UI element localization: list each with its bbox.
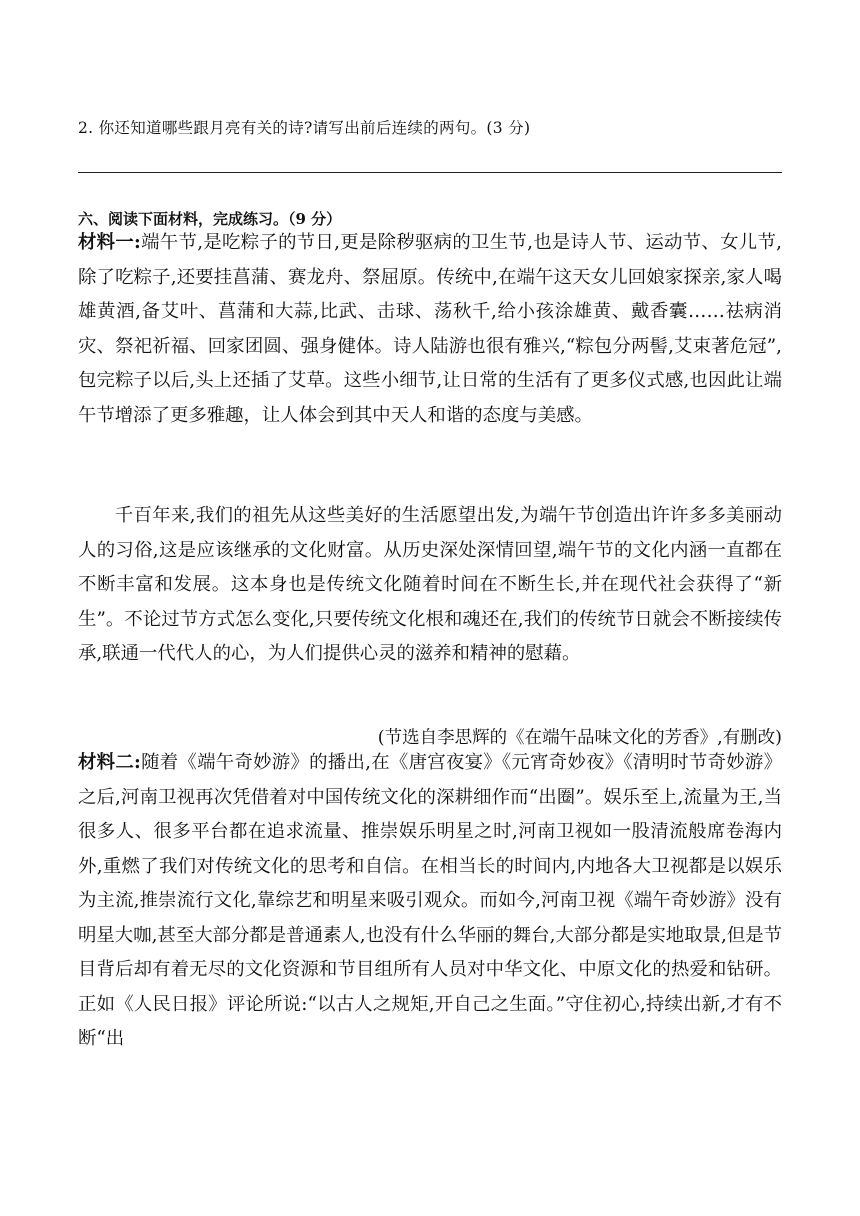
- question-2: 2. 你还知道哪些跟月亮有关的诗?请写出前后连续的两句。(3 分): [78, 119, 531, 137]
- worksheet-page: [78, 0, 782, 1216]
- material-two-text: 随着《端午奇妙游》的播出,在《唐宫夜宴》《元宵奇妙夜》《清明时节奇妙游》之后,河南卫视再次凭借着对中国传统文化的深耕细作而“出圈”。娱乐至上,流量为王,当很多人、很多平台都在追求流量、推崇娱乐明星之时,河南卫视如一股清流般席卷海内外,重燃了我们对传统文化的思考和自信。在相当长的时间内,内地各大卫视都是以娱乐为主流,推崇流行文化,靠综艺和明星来吸引观众。而如今,河南卫视《端午奇妙游》没有明星大咖,甚至大部分都是普通素人,也没有什么华丽的舞台,大部分都是实地取景,但是节目背后却有着无尽的文化资源和节目组所有人员对中华文化、中原文化的热爱和钻研。正如《人民日报》评论所说:“以古人之规矩,开自己之生面。”守住初心,持续出新,才有不断“出: [78, 752, 782, 1049]
- material-one-label: 材料一:: [78, 232, 141, 253]
- material-one-source: (节选自李思辉的《在端午品味文化的芳香》,有删改): [377, 728, 782, 748]
- material-one-paragraph-1: [78, 226, 782, 433]
- material-two-label: 材料二:: [78, 752, 141, 773]
- material-one-paragraph-2: 千百年来,我们的祖先从这些美好的生活愿望出发,为端午节创造出许许多多美丽动人的习俗,这是应该继承的文化财富。从历史深处深情回望,端午节的文化内涵一直都在不断丰富和发展。这本身也是传统文化随着时间在不断生长,并在现代社会获得了“新生”。不论过节方式怎么变化,只要传统文化根和魂还在,我们的传统节日就会不断接续传承,联通一代代人的心，为人们提供心灵的滋养和精神的慰藉。: [78, 505, 782, 664]
- section-six-title: 六、阅读下面材料，完成练习。（9 分）: [78, 210, 342, 228]
- material-one-text: 端午节,是吃粽子的节日,更是除秽驱病的卫生节,也是诗人节、运动节、女儿节,除了吃粽子,还要挂菖蒲、赛龙舟、祭屈原。传统中,在端午这天女儿回娘家探亲,家人喝雄黄酒,备艾叶、菖蒲和大蒜,比武、击球、荡秋千,给小孩涂雄黄、戴香囊……祛病消灾、祭祀祈福、回家团圆、强身健体。诗人陆游也很有雅兴,“粽包分两髻,艾束著危冠”,包完粽子以后,头上还插了艾草。这些小细节,让日常的生活有了更多仪式感,也因此让端午节增添了更多雅趣，让人体会到其中天人和谐的态度与美感。: [78, 232, 782, 426]
- material-two-paragraph-1: [78, 746, 782, 1057]
- answer-line[interactable]: [78, 172, 782, 173]
